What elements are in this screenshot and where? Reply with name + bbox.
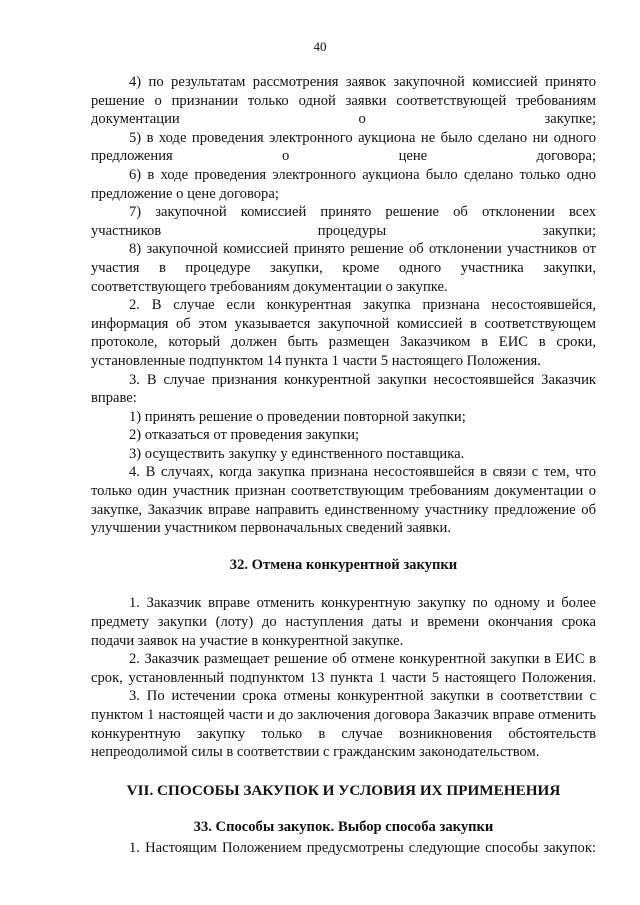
paragraph: 1. Настоящим Положением предусмотрены следующие способы закупок: xyxy=(129,839,596,856)
paragraph: 8) закупочной комиссией принято решение об отклонении участников от участия в процедуре закупки, кроме одного участника закупки, соответствующего требованиям документации о закупке. xyxy=(91,241,596,295)
paragraph: 3. В случае признания конкурентной закупки несостоявшейся Заказчик вправе: xyxy=(91,371,596,407)
paragraph: 2. Заказчик размещает решение об отмене конкурентной закупки в ЕИС в срок, установленный подпунктом 13 пункта 1 части 5 настоящего Положения. xyxy=(91,651,596,686)
list-item: 2) отказаться от проведения закупки; xyxy=(129,427,360,444)
paragraph: 1. Заказчик вправе отменить конкурентную закупку по одному и более предмету закупки (лоту) до наступления даты и времени окончания срока подачи заявок на участие в конкурентной закупке. xyxy=(91,595,596,649)
paragraph: 3. По истечении срока отмены конкурентной закупки в соответствии с пунктом 1 настоящей части и до заключения договора Заказчик вправе отменить конкурентную закупку только в случае возникновения обстоятельств непреодолимой силы в соответствии с гражданским законодательством. xyxy=(91,688,596,761)
chapter-heading: VII. СПОСОБЫ ЗАКУПОК И УСЛОВИЯ ИХ ПРИМЕНЕНИЯ xyxy=(126,781,561,799)
paragraph: 4) по результатам рассмотрения заявок закупочной комиссией принято решение о признании только одной заявки соответствующей требованиям документации о закупке; xyxy=(91,74,596,128)
paragraph: 4. В случаях, когда закупка признана несостоявшейся в связи с тем, что только один участник признан соответствующим требованиям документации о закупке, Заказчик вправе направить единственному участнику предложение об улучшении участником первоначальных сведений заявки. xyxy=(91,464,596,537)
paragraph: 5) в ходе проведения электронного аукциона не было сделано ни одного предложения о цене договора; xyxy=(91,129,596,165)
section-heading: 32. Отмена конкурентной закупки xyxy=(229,556,458,573)
section-heading: 33. Способы закупок. Выбор способа закупки xyxy=(193,819,494,836)
list-item: 1) принять решение о проведении повторной закупки; xyxy=(129,408,466,425)
page-number: 40 xyxy=(313,39,327,54)
page-body xyxy=(91,73,596,858)
paragraph: 2. В случае если конкурентная закупка признана несостоявшейся, информация об этом указывается закупочной комиссией в соответствующем протоколе, который должен быть размещен Заказчиком в ЕИС в сроки, установленные подпунктом 14 пункта 1 части 5 настоящего Положения. xyxy=(91,297,596,369)
paragraph: 7) закупочной комиссией принято решение об отклонении всех участников процедуры закупки; xyxy=(91,204,596,239)
paragraph: 6) в ходе проведения электронного аукциона было сделано только одно предложение о цене договора; xyxy=(91,166,596,202)
list-item: 3) осуществить закупку у единственного поставщика. xyxy=(129,445,465,462)
